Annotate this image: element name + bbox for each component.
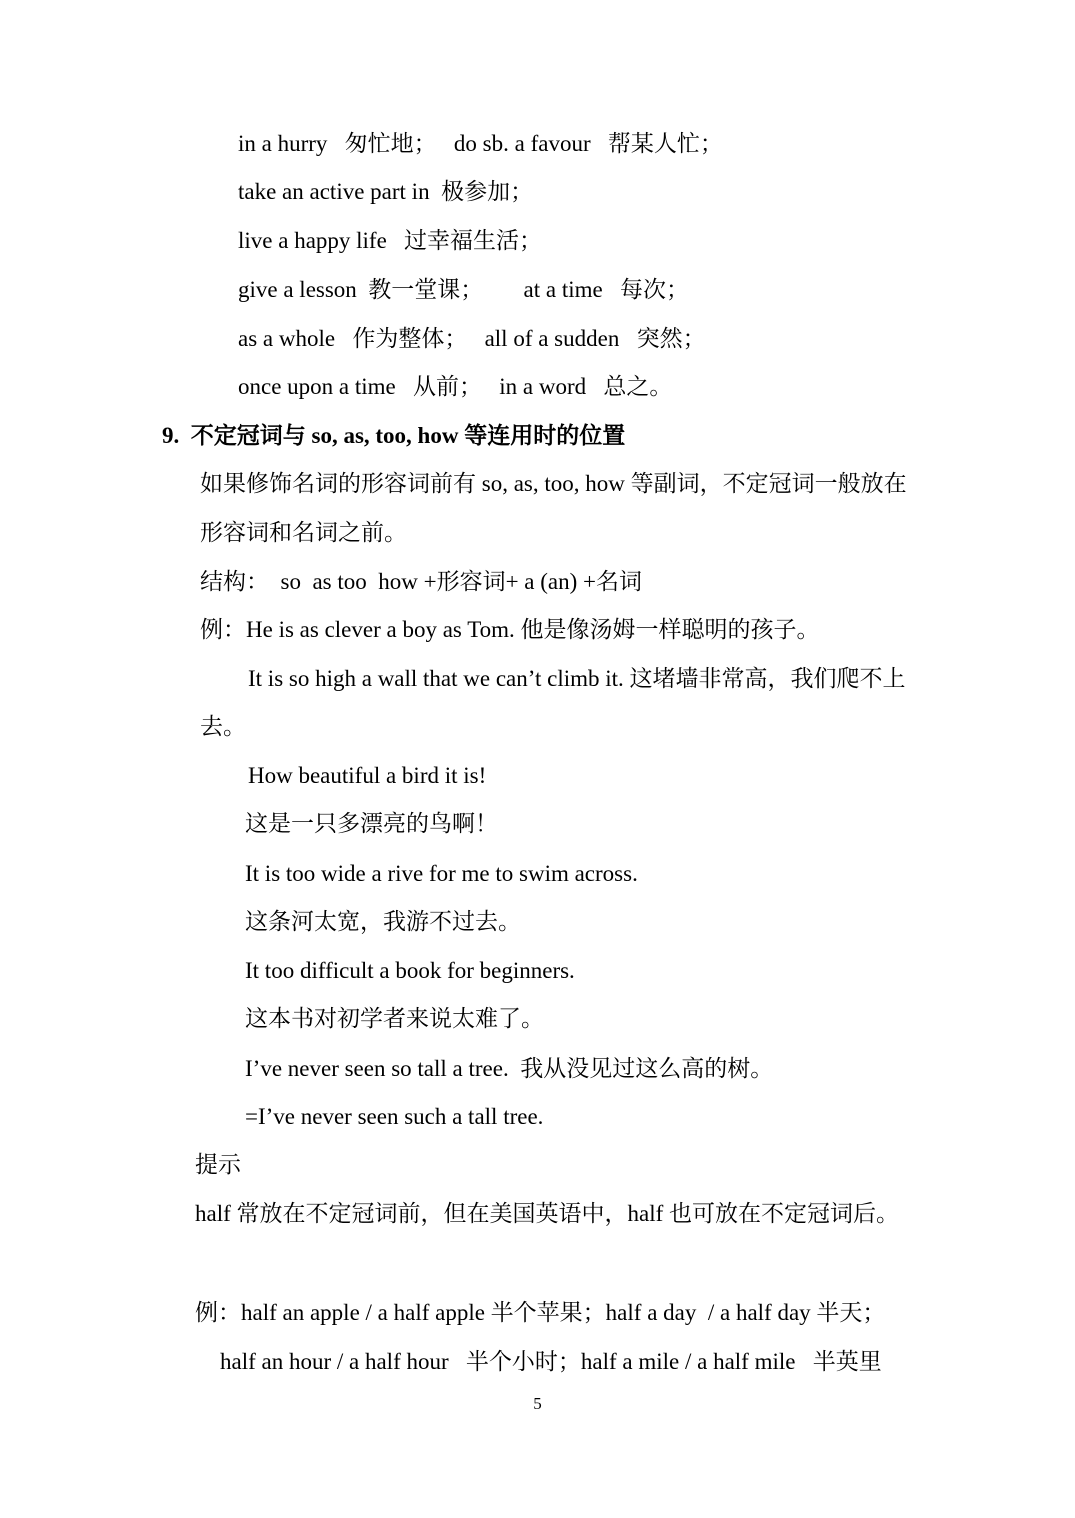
phrase-line: live a happy life 过幸福生活； bbox=[238, 228, 543, 253]
phrase-line: give a lesson 教一堂课； at a time 每次； bbox=[238, 277, 689, 302]
phrase-line: take an active part in 极参加； bbox=[238, 179, 534, 204]
section-heading: 9. 不定冠词与 so, as, too, how 等连用时的位置 bbox=[162, 423, 626, 448]
page-number: 5 bbox=[533, 1394, 542, 1413]
example-line: 这是一只多漂亮的鸟啊！ bbox=[245, 811, 498, 836]
phrase-line: in a hurry 匆忙地； do sb. a favour 帮某人忙； bbox=[238, 131, 723, 156]
example-line: How beautiful a bird it is! bbox=[248, 763, 487, 788]
example-line: It is too wide a rive for me to swim across. bbox=[245, 861, 638, 886]
tip-label: 提示 bbox=[195, 1152, 241, 1177]
tip-text: half 常放在不定冠词前，但在美国英语中，half 也可放在不定冠词后。 bbox=[195, 1201, 900, 1226]
intro-text: 形容词和名词之前。 bbox=[200, 520, 407, 545]
tip-example-line: half an hour / a half hour 半个小时；half a mile / a half mile 半英里 bbox=[220, 1349, 882, 1374]
example-line: 这本书对初学者来说太难了。 bbox=[245, 1006, 544, 1031]
example-line: 这条河太宽，我游不过去。 bbox=[245, 909, 521, 934]
tip-example-line: 例：half an apple / a half apple 半个苹果；half a day / a half day 半天； bbox=[195, 1300, 886, 1325]
example-line: It is so high a wall that we can’t climb it. 这堵墙非常高，我们爬不上 bbox=[248, 666, 906, 691]
phrase-line: once upon a time 从前； in a word 总之。 bbox=[238, 374, 673, 399]
phrase-line: as a whole 作为整体； all of a sudden 突然； bbox=[238, 326, 706, 351]
example-line: 例：He is as clever a boy as Tom. 他是像汤姆一样聪明的孩子。 bbox=[200, 617, 820, 642]
example-line: =I’ve never seen such a tall tree. bbox=[245, 1104, 544, 1129]
example-line: It too difficult a book for beginners. bbox=[245, 958, 575, 983]
intro-text: 如果修饰名词的形容词前有 so, as, too, how 等副词，不定冠词一般放在 bbox=[200, 471, 907, 496]
example-line: I’ve never seen so tall a tree. 我从没见过这么高的树。 bbox=[245, 1056, 774, 1081]
example-line: 去。 bbox=[200, 714, 246, 739]
structure-line: 结构： so as too how +形容词+ a (an) +名词 bbox=[200, 569, 643, 594]
